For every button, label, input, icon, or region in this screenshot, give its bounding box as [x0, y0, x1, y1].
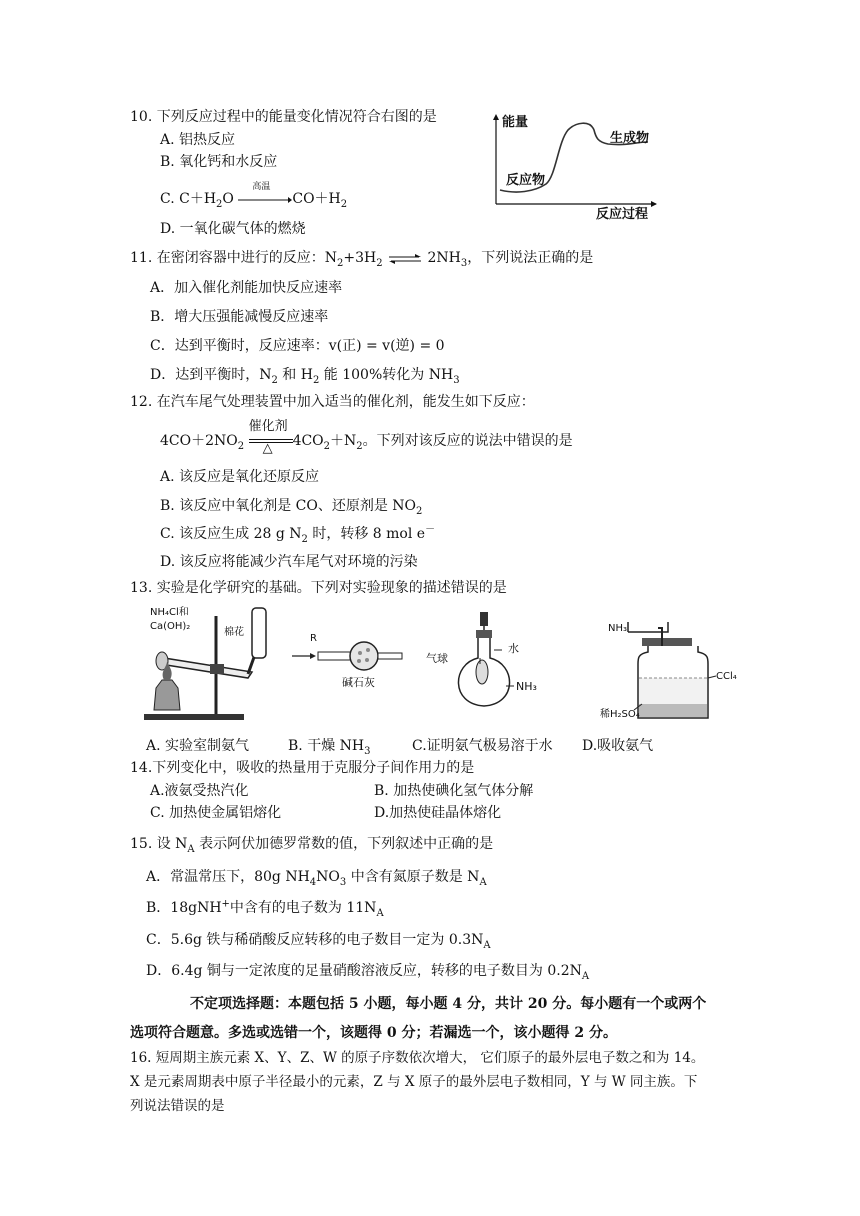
- q14-option-d: D.加热使硅晶体熔化: [374, 805, 502, 821]
- q10-option-b: B. 氧化钙和水反应: [160, 154, 278, 170]
- x-axis-arrow: [651, 201, 657, 207]
- q11-option-a: A．加入催化剂能加快反应速率: [150, 280, 343, 296]
- q12-equation: $4CO+2NO_2$ 催化剂 △ $4CO_2+N_2$。下列对该反应的说法中错误的是: [160, 419, 573, 456]
- stand-base: [144, 714, 244, 720]
- drying-bulb: [350, 642, 378, 670]
- collection-flask: [252, 608, 266, 658]
- fig4-label-2: CCl₄: [716, 671, 737, 682]
- stopper: [476, 630, 492, 638]
- bottle-stopper: [642, 638, 692, 646]
- clamp: [210, 664, 224, 674]
- q14-option-a: A.液氨受热汽化: [150, 783, 249, 799]
- q11-option-c: C．达到平衡时，反应速率：v(正) = v(逆) = 0: [150, 338, 445, 354]
- reactant-label: 反应物: [506, 173, 546, 188]
- q10-option-d: D. 一氧化碳气体的燃烧: [160, 221, 306, 237]
- q13-option-b: B. 干燥 $NH_3$: [288, 738, 371, 757]
- q15-stem: 15. 设 $N_A$ 表示阿伏加德罗常数的值，下列叙述中正确的是: [130, 836, 494, 855]
- fig2-label-2: 碱石灰: [342, 676, 375, 689]
- q14-stem: 14.下列变化中，吸收的热量用于克服分子间作用力的是: [130, 760, 475, 776]
- dropper-bulb: [480, 612, 488, 626]
- fig1-label-2: Ca(OH)₂: [150, 621, 191, 632]
- energy-diagram: [486, 112, 662, 224]
- q14-option-b: B. 加热使碘化氢气体分解: [374, 783, 534, 799]
- fig1-label-1: NH₄Cl和: [150, 607, 189, 618]
- figure-balloon-flask: [422, 610, 552, 720]
- q15-option-c: C．5.6g 铁与稀硝酸反应转移的电子数目一定为 $0.3N_A$: [146, 932, 491, 951]
- q14-option-c: C. 加热使金属铝熔化: [150, 805, 282, 821]
- q12-option-d: D. 该反应将能减少汽车尾气对环境的污染: [160, 554, 418, 570]
- test-tube: [160, 658, 252, 678]
- x-axis-label: 反应过程: [596, 207, 649, 222]
- outlet-tube: [378, 653, 402, 659]
- figure-drying-tube: [290, 633, 406, 696]
- q15-option-a: A．常温常压下，80g $NH_4NO_3$ 中含有氮原子数是 $N_A$: [146, 869, 487, 888]
- q11-option-d: D．达到平衡时，$N_2$ 和 $H_2$ 能 100%转化为 $NH_3$: [150, 367, 460, 386]
- q13-option-d: D.吸收氨气: [582, 738, 654, 754]
- fig3-label-2: 水: [508, 642, 519, 655]
- product-label: 生成物: [610, 131, 650, 146]
- y-axis-arrow: [493, 114, 499, 120]
- q13-option-a: A. 实验室制氨气: [146, 738, 250, 754]
- figure-ammonia-prep: [140, 606, 270, 722]
- ccl4-pointer: [708, 676, 716, 678]
- q13-stem: 13. 实验是化学研究的基础。下列对实验现象的描述错误的是: [130, 580, 507, 596]
- balloon: [476, 660, 488, 684]
- fig1-label-3: 棉花: [224, 627, 244, 638]
- q15-option-b: B．18gNH+中含有的电子数为 $11N_A$: [146, 898, 384, 919]
- q13-option-c: C.证明氨气极易溶于水: [412, 738, 553, 754]
- section-heading-line-1: 不定项选择题：本题包括 5 小题，每小题 4 分，共计 20 分。每小题有一个或两个: [190, 996, 707, 1012]
- fig4-label-3: 稀H₂SO₄: [600, 709, 640, 720]
- fig3-label-1: 气球: [426, 652, 448, 665]
- q16-line-2: X 是元素周期表中原子半径最小的元素，Z 与 X 原子的最外层电子数相同，Y 与 W 同主族。下: [130, 1074, 698, 1090]
- q11-stem: 11. 在密闭容器中进行的反应：$N_2+3H_2$ $2NH_3$，下列说法正确的是: [130, 250, 594, 269]
- q11-option-b: B．增大压强能减慢反应速率: [150, 309, 329, 325]
- q10-option-c: C. $C+H_2O$ 高温 $CO+H_2$: [160, 182, 348, 210]
- fig4-label-1: NH₃: [608, 623, 628, 634]
- alcohol-lamp: [154, 680, 180, 710]
- q12-option-c: C. 该反应生成 28 g $N_2$ 时，转移 8 mol e－: [160, 524, 436, 545]
- q12-stem: 12. 在汽车尾气处理装置中加入适当的催化剂，能发生如下反应：: [130, 394, 535, 410]
- fig3-label-3: NH₃: [516, 680, 537, 693]
- section-heading-line-2: 选项符合题意。多选或选错一个，该题得 0 分；若漏选一个，该小题得 2 分。: [130, 1025, 617, 1041]
- reversible-arrow: [387, 252, 423, 264]
- fig2-label-1: R: [310, 633, 317, 644]
- q10-option-a: A. 铝热反应: [160, 132, 236, 148]
- q15-option-d: D．6.4g 铜与一定浓度的足量硝酸溶液反应，转移的电子数目为 $0.2N_A$: [146, 963, 590, 982]
- catalyst-condition: 催化剂 △: [249, 432, 293, 450]
- y-axis-label: 能量: [502, 115, 529, 130]
- figure-absorption-bottle: [598, 618, 738, 724]
- q10-stem: 10. 下列反应过程中的能量变化情况符合右图的是: [130, 109, 437, 125]
- dilute-acid-layer: [639, 678, 707, 704]
- q16-line-3: 列说法错误的是: [130, 1098, 225, 1114]
- high-temp-arrow: 高温: [238, 192, 292, 206]
- inlet-tube: [318, 652, 354, 660]
- gas-flow-arrow: [310, 653, 316, 659]
- q12-option-a: A. 该反应是氧化还原反应: [160, 469, 320, 485]
- ccl4-layer: [639, 704, 707, 717]
- q16-line-1: 16. 短周期主族元素 X、Y、Z、W 的原子序数依次增大， 它们原子的最外层电子数之和为 14。: [130, 1050, 705, 1066]
- q12-option-b: B. 该反应中氧化剂是 CO、还原剂是 $NO_2$: [160, 498, 423, 517]
